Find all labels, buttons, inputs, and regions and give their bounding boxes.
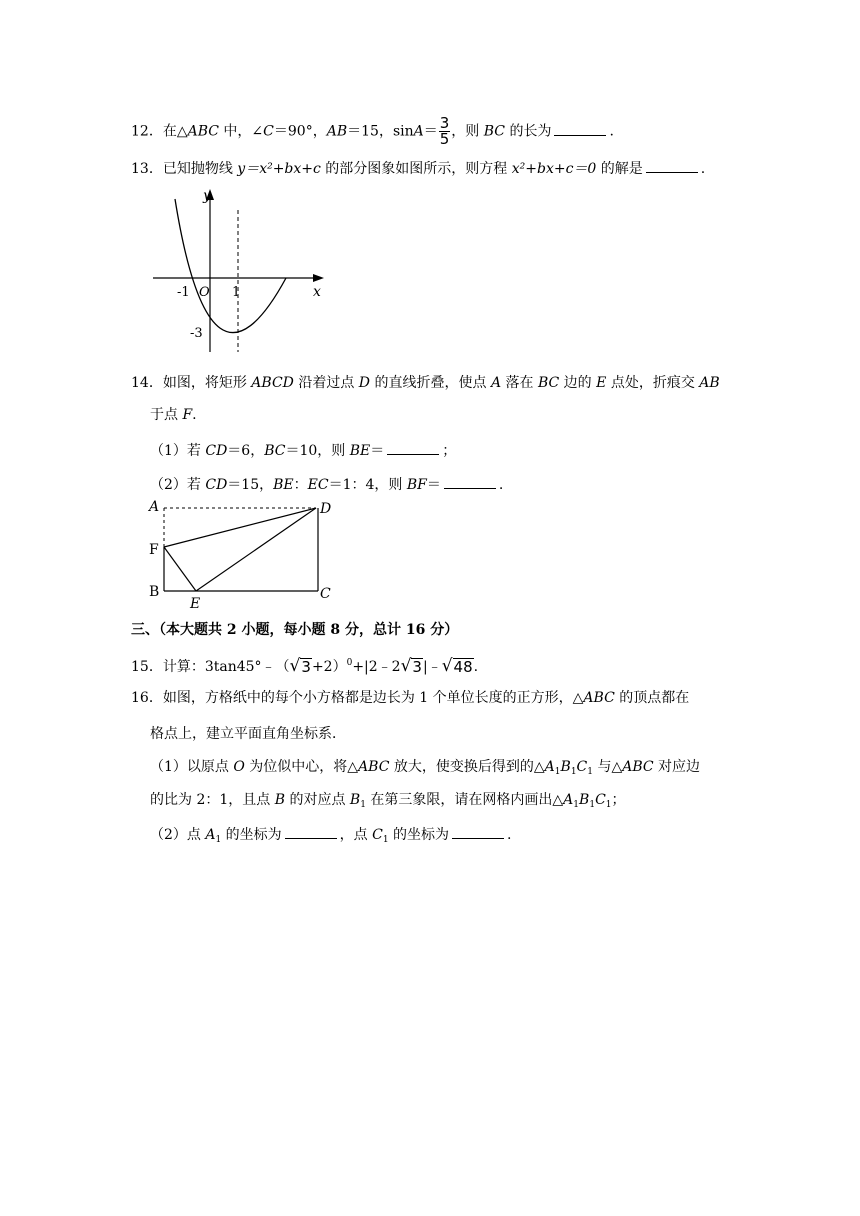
q16-text: 的坐标为: [388, 827, 450, 843]
q14-text: ＝: [370, 443, 385, 459]
x-tick-1: 1: [232, 285, 241, 300]
answer-blank[interactable]: [285, 824, 337, 839]
exponent-zero: 0: [346, 658, 353, 668]
q16-point: C: [576, 759, 588, 775]
question-14-line1: [131, 373, 720, 393]
q14-point: D: [358, 375, 371, 391]
question-16-part1-line2: [150, 790, 626, 815]
question-16-line1: [131, 688, 689, 708]
question-16-line2: [150, 724, 346, 744]
subscript: 1: [605, 800, 612, 810]
q14-text: .: [192, 407, 197, 423]
label-c: C: [320, 586, 331, 602]
q13-number: 13．: [131, 161, 163, 177]
label-d: D: [320, 501, 332, 517]
radicand: 48: [453, 658, 473, 676]
q12-text: 在△: [162, 123, 188, 140]
question-16-part1-line1: [150, 757, 700, 782]
q14-text: 的直线折叠，使点: [370, 375, 491, 391]
q14-text: （2）若: [150, 477, 206, 493]
q16-triangle: ABC: [358, 759, 390, 775]
q12-text: ＝90°，: [273, 123, 327, 140]
q16-text: 格点上，建立平面直角坐标系．: [150, 726, 346, 742]
rectangle-fold-figure: [146, 496, 346, 614]
parabola-graph: [148, 184, 333, 356]
q12-text: 的长为: [505, 123, 552, 140]
q16-text: 在第三象限，请在网格内画出△: [365, 792, 564, 808]
origin-label: O: [199, 285, 210, 300]
q16-text: ；: [611, 792, 626, 808]
segment-fe: [164, 547, 196, 591]
q12-number: 12．: [131, 123, 163, 140]
q16-text: 与△: [593, 759, 623, 775]
q12-fraction: [439, 116, 451, 147]
q14-side: BC: [264, 443, 286, 459]
segment-ed: [196, 508, 316, 591]
q14-text: 沿着过点: [293, 375, 359, 391]
label-f: F: [149, 542, 159, 558]
q16-text: 的比为 2：1，且点: [150, 792, 275, 808]
q14-number: 14．: [131, 375, 163, 391]
answer-blank[interactable]: [452, 824, 504, 839]
fold-line-fd: [164, 508, 316, 547]
q16-text: （1）以原点: [150, 759, 234, 775]
q12-text: ＝15，sin: [347, 123, 414, 140]
y-tick-neg3: -3: [190, 326, 203, 341]
q14-side: EC: [307, 477, 329, 493]
q12-side-bc: BC: [483, 123, 506, 140]
q14-text: ：: [293, 477, 308, 493]
q16-text: 的对应点: [285, 792, 350, 808]
q14-point: A: [490, 375, 502, 391]
q13-equation-2: x²+bx+c＝0: [511, 161, 597, 177]
q16-point: O: [233, 759, 245, 775]
answer-blank[interactable]: [444, 474, 496, 489]
subscript: 1: [360, 800, 366, 810]
q16-point: A: [563, 792, 574, 808]
fraction-numerator: 3: [439, 114, 450, 132]
q12-text: ，则: [451, 123, 484, 140]
q16-text: .: [507, 827, 512, 843]
label-b: B: [149, 584, 160, 600]
x-axis-arrow-icon: [313, 274, 324, 282]
subscript: 1: [382, 835, 389, 845]
q16-text: 对应边: [653, 759, 701, 775]
q12-triangle: ABC: [187, 123, 219, 140]
q14-rect: ABCD: [251, 375, 294, 391]
q14-text: ＝15，: [227, 477, 274, 493]
q12-text: .: [609, 123, 614, 140]
q12-angle: C: [263, 123, 274, 140]
q16-point: B: [274, 792, 286, 808]
q15-text: +|2﹣2: [352, 659, 401, 675]
answer-blank[interactable]: [554, 121, 606, 136]
sqrt-3-b: √ 3: [400, 656, 422, 676]
question-14-part1: [150, 440, 456, 461]
q16-point: B: [349, 792, 361, 808]
subscript: 1: [573, 800, 580, 810]
q15-number: 15．: [131, 659, 163, 675]
radicand: 3: [301, 658, 311, 676]
sqrt-3: √ 3: [289, 656, 311, 676]
subscript: 1: [587, 767, 593, 777]
q13-text: 的部分图象如图所示，则方程: [320, 161, 512, 177]
q16-text: 如图，方格纸中的每个小方格都是边长为 1 个单位长度的正方形，△: [162, 690, 584, 706]
q13-text: 的解是: [596, 161, 643, 177]
question-12: [131, 116, 614, 147]
q16-point: A: [205, 827, 216, 843]
q16-text: 为位似中心，将△: [244, 759, 359, 775]
subscript: 1: [589, 800, 596, 810]
q14-text: ＝1：4，则: [328, 477, 407, 493]
question-15: [131, 653, 478, 677]
y-label: y: [203, 188, 211, 204]
q14-side: BC: [537, 375, 560, 391]
q15-text: +2）: [311, 659, 347, 675]
q14-text: 如图，将矩形: [162, 375, 252, 391]
q12-text: 中，∠: [218, 123, 264, 140]
fraction-denominator: 5: [439, 130, 450, 148]
q16-point: C: [372, 827, 383, 843]
question-13: [131, 158, 705, 179]
q15-text: 计算：3tan45°﹣（: [162, 659, 290, 675]
q14-text: ＝6，: [227, 443, 265, 459]
q14-side: BE: [349, 443, 371, 459]
answer-blank[interactable]: [387, 440, 439, 455]
q15-text: .: [473, 659, 479, 675]
q16-point: B: [560, 759, 571, 775]
answer-blank[interactable]: [646, 158, 698, 173]
sqrt-48: √ 48: [441, 656, 473, 676]
x-label: x: [313, 284, 321, 300]
q14-text: 落在: [501, 375, 538, 391]
x-tick-neg1: -1: [177, 285, 190, 300]
q16-text: 的坐标为: [221, 827, 282, 843]
q16-point: B: [579, 792, 590, 808]
q16-number: 16．: [131, 690, 163, 706]
q16-text: 的顶点都在: [614, 690, 690, 706]
q14-text: ；: [442, 443, 457, 459]
parabola-curve: [175, 199, 286, 333]
q14-side: CD: [205, 443, 228, 459]
q14-side: AB: [699, 375, 720, 391]
radicand: 3: [412, 658, 422, 676]
q16-text: ，点: [339, 827, 373, 843]
q16-triangle: ABC: [583, 690, 615, 706]
label-a: A: [149, 499, 160, 515]
q14-side: CD: [205, 477, 228, 493]
q16-point: C: [595, 792, 606, 808]
q13-text: .: [700, 161, 706, 177]
q14-text: 于点: [150, 407, 183, 423]
subscript: 1: [570, 767, 577, 777]
q16-text: （2）点: [150, 827, 206, 843]
q14-side: BF: [406, 477, 427, 493]
subscript: 1: [554, 767, 561, 777]
question-14-part2: [150, 474, 503, 495]
q14-side: BE: [273, 477, 294, 493]
q12-side: AB: [326, 123, 348, 140]
question-14-line2: [150, 405, 197, 425]
section-3-heading: 三、（本大题共 2 小题，每小题 8 分，总计 16 分）: [131, 622, 459, 638]
q14-text: （1）若: [150, 443, 206, 459]
q12-text: ＝: [423, 123, 438, 140]
q16-triangle: ABC: [622, 759, 654, 775]
q14-text: ＝: [426, 477, 441, 493]
question-16-part2: [150, 824, 511, 850]
q14-text: ＝10，则: [285, 443, 350, 459]
q15-text: |﹣: [422, 659, 442, 675]
q14-point: F: [182, 407, 193, 423]
label-e: E: [190, 596, 201, 612]
subscript: 1: [215, 835, 222, 845]
q14-text: .: [498, 477, 504, 493]
q16-point: A: [544, 759, 555, 775]
q14-point: E: [596, 375, 607, 391]
q12-angle-a: A: [413, 123, 424, 140]
q13-equation: y＝x²+bx+c: [237, 161, 321, 177]
q14-text: 边的: [559, 375, 597, 391]
q16-text: 放大，使变换后得到的△: [389, 759, 545, 775]
q14-text: 点处，折痕交: [606, 375, 700, 391]
q13-text: 已知抛物线: [162, 161, 238, 177]
